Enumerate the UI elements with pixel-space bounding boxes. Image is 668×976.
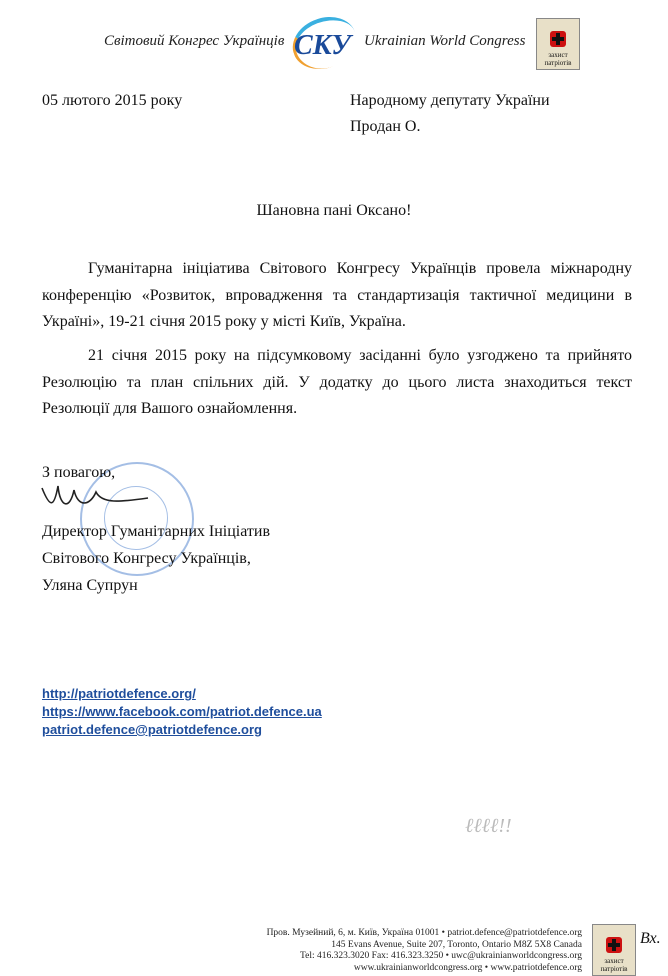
signatory-title-2: Світового Конгресу Українців, [42,550,251,567]
closing-regards: З повагою, [42,464,116,481]
email-link[interactable]: patriot.defence@patriotdefence.org [42,722,262,737]
letter-date: 05 лютого 2015 року [42,92,183,109]
paragraph-2: 21 січня 2015 року на підсумковому засіданні було узгоджено та прийнято Резолюцію та план спільних дій. У додатку до цього листа знаходиться текст Резолюції для Вашого ознайомлення. [42,347,632,417]
signatory-name: Уляна Супрун [42,577,138,594]
footer-line: www.ukrainianworldcongress.org • www.patriotdefence.org [353,962,582,973]
salutation: Шановна пані Оксано! [256,202,412,219]
incoming-mark: Вх. [640,930,661,947]
footer-line: 145 Evans Avenue, Suite 207, Toronto, Ontario M8Z 5X8 Canada [331,939,582,950]
footer-patriot-defence-logo: захист патріотів [592,924,636,976]
footer-line: Пров. Музейний, 6, м. Київ, Україна 01001 • patriot.defence@patriotdefence.org [266,928,582,938]
signatory-title-1: Директор Гуманітарних Ініціатив [42,523,271,540]
footer-line: Tel: 416.323.3020 Fax: 416.323.3250 • uwc@ukrainianworldcongress.org [300,951,582,961]
patriot-defence-logo: захист патріотів [536,18,580,70]
website-link[interactable]: http://patriotdefence.org/ [42,686,196,701]
footer-contacts [267,928,582,974]
paragraph-1: Гуманітарна ініціатива Світового Конгресу Українців провела міжнародну конференцію «Розвиток, впровадження та стандартизація тактичної медицини в Україні», 19-21 січня 2015 року у місті Київ, Україна. [42,260,632,330]
org-name-en: Ukrainian World Congress [364,33,526,49]
handwritten-mark: ℓℓℓℓ!! [465,815,512,837]
org-name-ua: Світовий Конгрес Українців [104,33,285,49]
facebook-link[interactable]: https://www.facebook.com/patriot.defence.ua [42,704,322,719]
uwc-logo: СКУ [288,18,360,70]
recipient-line1: Народному депутату України [350,92,550,109]
recipient-line2: Продан О. [350,118,421,135]
